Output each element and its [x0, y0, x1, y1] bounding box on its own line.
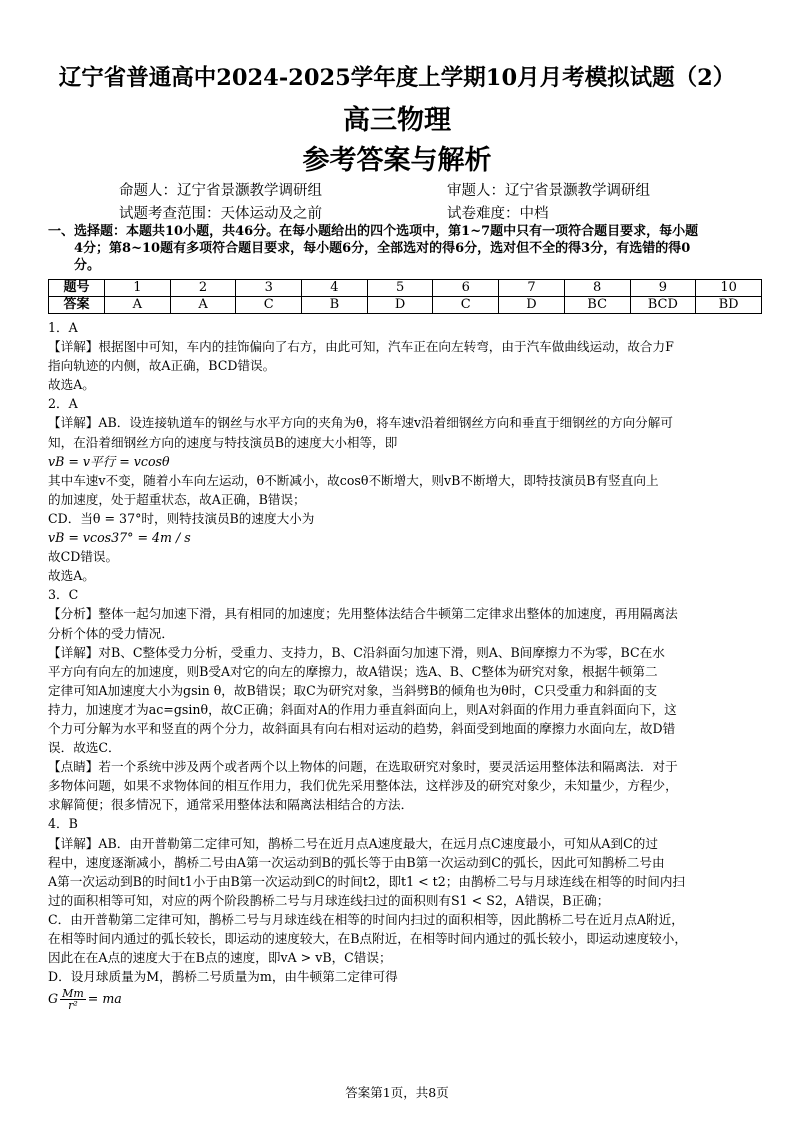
answer-table-answer-row — [49, 297, 762, 314]
q4-line: A第一次运动到B的时间t1小于由B第一次运动到C的时间t2，即t1 < t2；由鹊桥二号与月球连线在相等的时间内扫 — [48, 873, 686, 889]
exam-title: 辽宁省普通高中2024-2025学年度上学期10月月考模拟试题（2） — [58, 65, 736, 91]
q3-line: 【详解】对B、C整体受力分析，受重力、支持力，B、C沿斜面匀加速下滑，则A、B间摩擦力不为零，BC在水 — [48, 644, 665, 660]
q4-eq-fraction — [60, 988, 86, 1011]
q2-line: 知，在沿着细钢丝方向的速度与特技演员B的速度大小相等，即 — [48, 434, 398, 450]
answer-cell: D — [499, 297, 565, 314]
q3-line: 【分析】整体一起匀加速下滑，具有相同的加速度；先用整体法结合牛顿第二定律求出整体的加速度，再用隔离法 — [48, 606, 678, 622]
question-number: 4 — [302, 280, 368, 297]
subject-title: 高三物理 — [343, 105, 451, 136]
q4-line: 在相等时间内通过的弧长较长，即运动的速度较大，在B点附近，在相等时间内通过的弧长较小，即运动速度较小， — [48, 931, 687, 946]
reviewer-line: 审题人：辽宁省景灏教学调研组 — [447, 183, 650, 199]
q4-eq-rhs: = ma — [87, 991, 122, 1007]
q2-heading: 2．A — [48, 396, 78, 412]
q4-line: 过的面积相等可知，对应的两个阶段鹊桥二号与月球连线扫过的面积则有S1 < S2，A错误，B正确； — [48, 892, 610, 908]
question-number: 6 — [433, 280, 499, 297]
q4-eq-numerator: Mm — [62, 987, 84, 1001]
answer-cell: D — [367, 297, 433, 314]
question-number: 9 — [630, 280, 696, 297]
answer-table — [48, 279, 762, 314]
question-number: 1 — [105, 280, 171, 297]
question-number: 2 — [170, 280, 236, 297]
answer-cell: A — [105, 297, 171, 314]
q1-line: 指向轨迹的内侧，故A正确，BCD错误。 — [48, 358, 276, 374]
q3-line: 误．故选C． — [48, 740, 121, 756]
section1-line2: 4分；第8~10题有多项符合题目要求，每小题6分，全部选对的得6分，选对但不全的得3分，有选错的得0 — [74, 241, 691, 256]
q4-line: D．设月球质量为M，鹊桥二号质量为m，由牛顿第二定律可得 — [48, 969, 398, 985]
q4-equation — [48, 988, 762, 1011]
q4-line: 因此在在A点的速度大于在B点的速度，即vA > vB，C错误； — [48, 950, 392, 966]
row-label-number: 题号 — [49, 280, 105, 297]
q3-heading: 3．C — [48, 587, 79, 603]
q4-line: C．由开普勒第二定律可知，鹊桥二号与月球连线在相等的时间内扫过的面积相等，因此鹊桥二号在近月点A附近， — [48, 911, 684, 927]
q2-line: 【详解】AB．设连接轨道车的钢丝与水平方向的夹角为θ，将车速v沿着细钢丝方向和垂直于细钢丝的方向分解可 — [48, 415, 673, 431]
section1-line3: 分。 — [74, 258, 101, 273]
q3-line: 定律可知A加速度大小为gsin θ，故B错误；取C为研究对象，当斜劈B的倾角也为θ时，C只受重力和斜面的支 — [48, 682, 658, 698]
page-footer: 答案第1页，共8页 — [345, 1085, 449, 1100]
question-number: 5 — [367, 280, 433, 297]
q4-line: 程中，速度逐渐减小，鹊桥二号由A第一次运动到B的弧长等于由B第一次运动到C的弧长，因此可知鹊桥二号由 — [48, 854, 665, 870]
answer-cell: C — [236, 297, 302, 314]
section1-line1: 一、选择题：本题共10小题，共46分。在每小题给出的四个选项中，第1~7题中只有一项符合题目要求，每小题 — [48, 224, 699, 239]
answer-cell: BCD — [630, 297, 696, 314]
q4-eq-denominator: r² — [68, 999, 78, 1013]
q3-line: 个力可分解为水平和竖直的两个分力，故斜面具有向右相对运动的趋势，斜面受到地面的摩擦力水面向左，故D错 — [48, 720, 676, 736]
q3-line: 【点睛】若一个系统中涉及两个或者两个以上物体的问题，在选取研究对象时，要灵活运用整体法和隔离法．对于 — [48, 759, 678, 775]
q1-heading: 1．A — [48, 320, 78, 335]
solutions-body — [48, 318, 762, 1011]
row-label-answer: 答案 — [49, 297, 105, 314]
author-line: 命题人：辽宁省景灏教学调研组 — [119, 183, 322, 199]
q2-line: CD．当θ = 37°时，则特技演员B的速度大小为 — [48, 510, 315, 526]
q3-line: 分析个体的受力情况． — [48, 625, 174, 641]
answer-cell: C — [433, 297, 499, 314]
q4-heading: 4．B — [48, 816, 78, 832]
q3-line: 平方向有向左的加速度，则B受A对它的向左的摩擦力，故A错误；选A、B、C整体为研究对象，根据牛顿第二 — [48, 663, 658, 679]
answer-cell: B — [302, 297, 368, 314]
q2-line: 其中车速v不变，随着小车向左运动，θ不断减小，故cosθ不断增大，则vB不断增大，即特技演员B有竖直向上 — [48, 472, 659, 488]
q3-line: 多物体问题，如果不求物体间的相互作用力，我们优先采用整体法，这样涉及的研究对象少，未知量少，方程少， — [48, 778, 678, 794]
section1-instructions — [48, 223, 760, 274]
scope-line: 试题考查范围：天体运动及之前 — [119, 206, 322, 222]
answer-table-number-row — [49, 280, 762, 297]
q3-line: 求解简便；很多情况下，通常采用整体法和隔离法相结合的方法． — [48, 797, 414, 813]
q2-line: 故选A。 — [48, 568, 95, 584]
question-number: 8 — [564, 280, 630, 297]
q2-equation: vB = vcos37° = 4m / s — [48, 530, 191, 546]
answer-cell: A — [170, 297, 236, 314]
answer-cell: BC — [564, 297, 630, 314]
q2-line: 的加速度，处于超重状态，故A正确，B错误； — [48, 491, 306, 507]
question-number: 7 — [499, 280, 565, 297]
question-number: 10 — [696, 280, 762, 297]
difficulty-line: 试卷难度：中档 — [447, 206, 549, 222]
q1-line: 故选A。 — [48, 377, 95, 393]
q2-line: 故CD错误。 — [48, 549, 119, 565]
q1-line: 【详解】根据图中可知，车内的挂饰偏向了右方，由此可知，汽车正在向左转弯，由于汽车做曲线运动，故合力F — [48, 339, 674, 355]
q4-eq-g: G — [48, 991, 59, 1007]
answer-cell: BD — [696, 297, 762, 314]
question-number: 3 — [236, 280, 302, 297]
q3-line: 持力，加速度才为ac=gsinθ，故C正确；斜面对A的作用力垂直斜面向上，则A对斜面的作用力垂直斜面向下，这 — [48, 701, 677, 717]
doc-type-title: 参考答案与解析 — [302, 145, 492, 176]
q4-line: 【详解】AB．由开普勒第二定律可知，鹊桥二号在近月点A速度最大，在远月点C速度最小，可知从A到C的过 — [48, 835, 658, 851]
q2-equation: vB = v平行 = vcosθ — [48, 453, 170, 469]
